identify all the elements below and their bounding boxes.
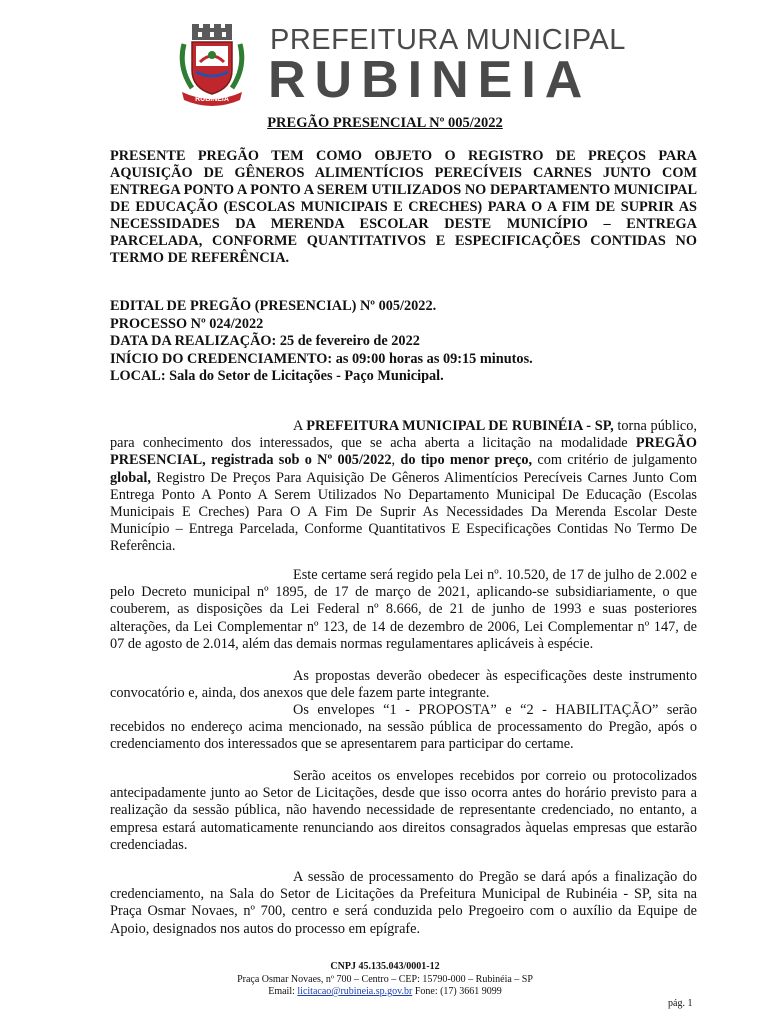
footer-address: Praça Osmar Novaes, nº 700 – Centro – CEP: 15790-000 – Rubinéia – SP [237,973,533,985]
footer-cnpj: CNPJ 45.135.043/0001-12 [330,961,440,972]
municipal-crest-icon [176,22,248,106]
paragraph-session: A sessão de processamento do Pregão se dará após a finalização do credenciamento, na Sala do Setor de Licitações da Prefeitura Municipal de Rubinéia - SP, sita na Praça Osmar Novaes, nº 700, centro e será conduzida pelo Pregoeiro com o auxílio da Equipe de Apoio, designados nos autos do processo em epígrafe. [110,869,697,937]
paragraph-proposals: As propostas deverão obedecer às especificações deste instrumento convocatório e, ainda, dos anexos que dele fazem parte integrante. [110,668,697,702]
edital-details [110,298,533,386]
edital-number: EDITAL DE PREGÃO (PRESENCIAL) Nº 005/2022. [110,298,437,314]
email-link[interactable]: licitacao@rubineia.sp.gov.br [297,986,413,997]
object-statement: PRESENTE PREGÃO TEM COMO OBJETO O REGISTRO DE PREÇOS PARA AQUISIÇÃO DE GÊNEROS ALIMENTÍCIOS PERECÍVEIS CARNES JUNTO COM ENTREGA PONTO A PONTO A SEREM UTILIZADOS NO DEPARTAMENTO MUNICIPAL DE EDUCAÇÃO (ESCOLAS MUNICIPAIS E CRECHES) PARA O A FIM DE SUPRIR AS NECESSIDADES DA MERENDA ESCOLAR DESTE MUNICÍPIO – ENTREGA PARCELADA, CONFORME QUANTITATIVOS E ESPECIFICAÇÕES CONTIDAS NO TERMO DE REFERÊNCIA. [110,148,697,266]
footer-contact: Email: licitacao@rubineia.sp.gov.br Fone: (17) 3661 9099 [268,986,502,997]
brand-title-line2: RUBINEIA [268,51,592,109]
paragraph-envelopes: Os envelopes “1 - PROPOSTA” e “2 - HABILITAÇÃO” serão recebidos no endereço acima mencionado, na sessão pública de processamento do Pregão, após o credenciamento dos interessados que se apresentarem para participar do certame. [110,702,697,753]
location: LOCAL: Sala do Setor de Licitações - Paço Municipal. [110,368,444,384]
paragraph-mail-envelopes: Serão aceitos os envelopes recebidos por correio ou protocolizados antecipadamente junto ao Setor de Licitações, desde que isso ocorra antes do horário previsto para a realização da sessão pública, não havendo necessidade de representante credenciado, no entanto, a empresa estará automaticamente renunciando aos direitos consagrados àquelas empresas que estarão credenciadas. [110,768,697,853]
realization-date: DATA DA REALIZAÇÃO: 25 de fevereiro de 2022 [110,333,420,349]
crest-ribbon-text: RUBINÉIA [195,96,229,103]
paragraph-intro: A PREFEITURA MUNICIPAL DE RUBINÉIA - SP, torna público, para conhecimento dos interessados, que se acha aberta a licitação na modalidade PREGÃO PRESENCIAL, registrada sob o Nº 005/2022, do tipo menor preço, com critério de julgamento global, Registro De Preços Para Aquisição De Gêneros Alimentícios Perecíveis Carnes Junto Com Entrega Ponto A Ponto A Serem Utilizados No Departamento Municipal De Educação (Escolas Municipais E Creches) Para O A Fim De Suprir As Necessidades Da Merenda Escolar Deste Município – Entrega Parcelada, Conforme Quantitativos E Especificações Contidas No Termo De Referência. [110,418,697,555]
paragraph-legal-basis: Este certame será regido pela Lei nº. 10.520, de 17 de julho de 2.002 e pelo Decreto municipal nº 1895, de 17 de março de 2021, aplicando-se subsidiariamente, o que couberem, as disposições da Lei Federal nº 8.666, de 21 de junho de 1993 e suas posteriores alterações, da Lei Complementar nº 123, de 14 de dezembro de 2006, Lei Complementar nº 147, de 07 de agosto de 2.014, além das demais normas regulamentares aplicáveis à espécie. [110,567,697,652]
credentialing-start: INÍCIO DO CREDENCIAMENTO: as 09:00 horas as 09:15 minutos. [110,350,533,367]
page-footer [0,961,770,999]
document-title: PREGÃO PRESENCIAL Nº 005/2022 [267,115,503,131]
process-number: PROCESSO Nº 024/2022 [110,315,264,332]
page-number: pág. 1 [668,998,693,1009]
brand-title-line1: PREFEITURA MUNICIPAL [270,24,626,56]
